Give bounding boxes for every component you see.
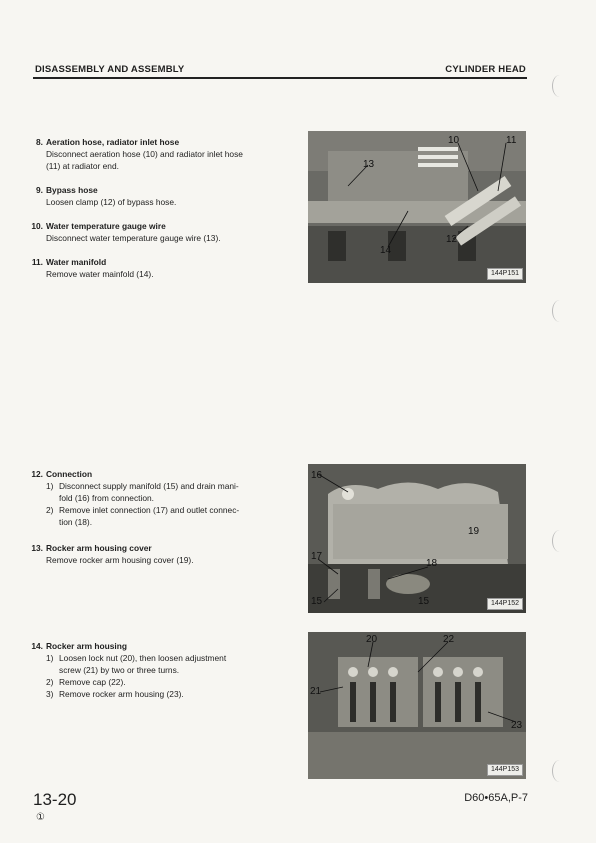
step-body: Remove rocker arm housing cover (19).: [46, 555, 194, 565]
callout-15: 15: [311, 596, 323, 607]
step-11: [27, 256, 287, 280]
callout-23: 23: [511, 720, 523, 731]
figure-id: 144P152: [487, 598, 523, 610]
step-body: Remove water mainfold (14).: [46, 269, 154, 279]
binder-hole: [552, 300, 567, 322]
step-14: [27, 640, 273, 700]
revision-mark: ①: [36, 812, 45, 823]
step-number: 10.: [31, 221, 43, 231]
step-body: Disconnect aeration hose (10) and radiator inlet hose (11) at radiator end.: [46, 149, 243, 171]
substep: 2) Remove cap (22).: [46, 677, 126, 687]
figure-id: 144P153: [487, 764, 523, 776]
step-8: [27, 136, 287, 172]
callout-18: 18: [426, 558, 438, 569]
page-number: 13-20: [33, 790, 77, 809]
step-title: Rocker arm housing: [46, 641, 127, 651]
callout-17: 17: [311, 551, 323, 562]
substep: 2) Remove inlet connection (17) and outlet connec- tion (18).: [46, 505, 240, 527]
step-title: Connection: [46, 469, 93, 479]
substep: 1) Loosen lock nut (20), then loosen adjustment screw (21) by two or three turns.: [46, 653, 227, 675]
callout-15b: 15: [418, 596, 430, 607]
callout-16: 16: [311, 470, 323, 481]
callout-10: 10: [448, 135, 460, 146]
step-title: Aeration hose, radiator inlet hose: [46, 137, 180, 147]
photo-water-manifold: [308, 131, 526, 283]
step-13: [27, 542, 287, 566]
callout-11: 11: [506, 135, 517, 146]
step-number: 8.: [36, 137, 43, 147]
header-right: CYLINDER HEAD: [445, 64, 526, 75]
step-title: Water temperature gauge wire: [46, 221, 166, 231]
step-title: Water manifold: [46, 257, 107, 267]
step-10: [27, 220, 287, 244]
callout-22: 22: [443, 634, 455, 645]
step-body: Loosen clamp (12) of bypass hose.: [46, 197, 177, 207]
step-number: 12.: [31, 469, 43, 479]
step-number: 9.: [36, 185, 43, 195]
callout-20: 20: [366, 634, 378, 645]
step-number: 11.: [31, 257, 43, 267]
callout-19: 19: [468, 526, 480, 537]
substep: 1) Disconnect supply manifold (15) and drain mani- fold (16) from connection.: [46, 481, 239, 503]
step-12: [27, 468, 273, 528]
step-9: [27, 184, 287, 208]
binder-hole: [552, 75, 567, 97]
header-left: DISASSEMBLY AND ASSEMBLY: [35, 64, 185, 75]
substep: 3) Remove rocker arm housing (23).: [46, 689, 184, 699]
photo-rocker-housing: [308, 632, 526, 779]
binder-hole: [552, 760, 567, 782]
step-number: 14.: [31, 641, 43, 651]
figure-id: 144P151: [487, 268, 523, 280]
callout-12: 12: [446, 234, 458, 245]
step-title: Rocker arm housing cover: [46, 543, 152, 553]
photo-rocker-cover: [308, 464, 526, 613]
header-rule: [33, 77, 527, 79]
binder-hole: [552, 530, 567, 552]
callout-14: 14: [380, 245, 392, 256]
step-number: 13.: [31, 543, 43, 553]
step-body: Disconnect water temperature gauge wire (13).: [46, 233, 221, 243]
callout-21: 21: [310, 686, 322, 697]
callout-13: 13: [363, 159, 375, 170]
model-code: D60•65A,P-7: [464, 792, 528, 804]
step-title: Bypass hose: [46, 185, 98, 195]
